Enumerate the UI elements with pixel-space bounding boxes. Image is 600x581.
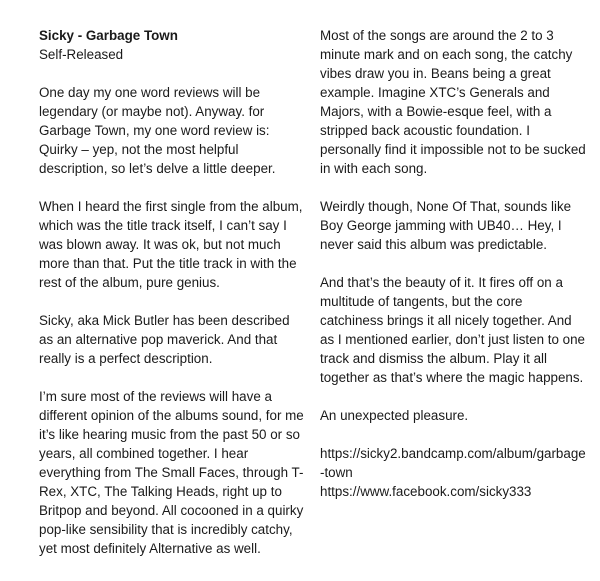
links-block bbox=[320, 444, 588, 501]
review-title: Sicky - Garbage Town bbox=[39, 28, 178, 43]
left-column bbox=[39, 26, 307, 577]
facebook-link[interactable]: https://www.facebook.com/sicky333 bbox=[320, 484, 532, 499]
review-paragraph: When I heard the first single from the album, which was the title track itself, I can’t say I was blown away. It was ok, but not much more than that. Put the title track in with the rest of the album, pure genius. bbox=[39, 199, 303, 290]
review-paragraph: Sicky, aka Mick Butler has been described as an alternative pop maverick. And that really is a perfect description. bbox=[39, 313, 290, 366]
review-closing: An unexpected pleasure. bbox=[320, 408, 469, 423]
bandcamp-link[interactable]: https://sicky2.bandcamp.com/album/garbage-town bbox=[320, 446, 586, 480]
review-paragraph: One day my one word reviews will be legendary (or maybe not). Anyway. for Garbage Town, my one word review is: Quirky – yep, not the most helpful description, so let’s delve a little deeper. bbox=[39, 85, 276, 176]
review-paragraph: I’m sure most of the reviews will have a different opinion of the albums sound, for me it’s like hearing music from the past 50 or so years, all combined together. I hear everything from The Small Faces, through T-Rex, XTC, The Talking Heads, right up to Britpop and beyond. All cocooned in a quirky pop-like sensibility that is incredibly catchy, yet most definitely Alternative as well. bbox=[39, 389, 304, 556]
review-paragraph: Weirdly though, None Of That, sounds like Boy George jamming with UB40… Hey, I never said this album was predictable. bbox=[320, 199, 572, 252]
review-paragraph: And that’s the beauty of it. It fires off on a multitude of tangents, but the core catchiness brings it all nicely together. And as I mentioned earlier, don’t just listen to one track and dismiss the album. Play it all together as that’s where the magic happens. bbox=[320, 275, 585, 385]
record-label: Self-Released bbox=[39, 47, 124, 62]
review-paragraph: Most of the songs are around the 2 to 3 minute mark and on each song, the catchy vibes draw you in. Beans being a great example. Imagine XTC’s Generals and Majors, with a Bowie-esque feel, with a stripped back acoustic foundation. I personally find it impossible not to be sucked in with each song. bbox=[320, 28, 586, 176]
right-column bbox=[320, 26, 588, 501]
